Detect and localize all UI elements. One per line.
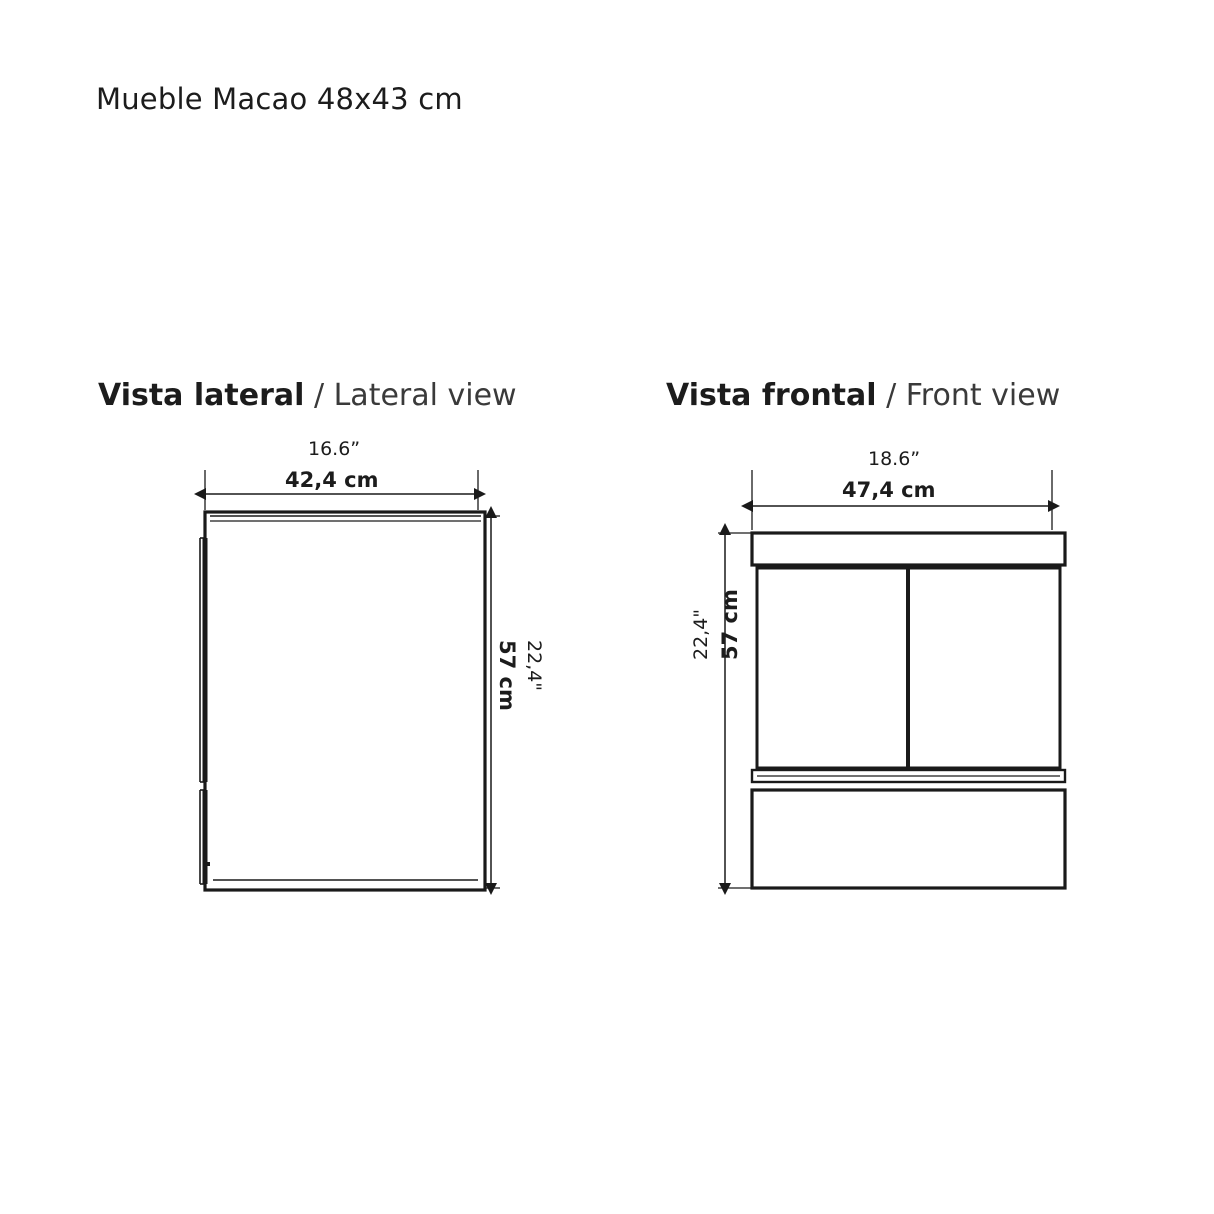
front-drawer <box>752 790 1065 888</box>
heading-lateral-en: Lateral view <box>333 378 517 413</box>
heading-lateral-separator: / <box>304 378 334 413</box>
front-width-inch-label: 18.6” <box>868 448 921 470</box>
heading-front-en: Front view <box>905 378 1061 413</box>
heading-front-es: Vista frontal <box>666 378 877 413</box>
front-height-cm-label: 57 cm <box>718 589 742 660</box>
lateral-width-inch-label: 16.6” <box>308 438 361 460</box>
lateral-height-cm-label: 57 cm <box>495 640 519 711</box>
lateral-view-drawing <box>200 470 500 890</box>
lateral-cabinet-outline <box>205 512 485 890</box>
page-title: Mueble Macao 48x43 cm <box>96 82 463 116</box>
front-height-inch-label: 22,4" <box>690 608 712 660</box>
front-countertop <box>752 533 1065 565</box>
heading-front-separator: / <box>876 378 906 413</box>
lateral-height-inch-label: 22,4" <box>523 640 545 692</box>
heading-lateral-es: Vista lateral <box>98 378 305 413</box>
lateral-hardware-mark <box>206 862 210 866</box>
front-view-drawing <box>718 470 1065 888</box>
lateral-width-cm-label: 42,4 cm <box>285 468 379 492</box>
front-width-cm-label: 47,4 cm <box>842 478 936 502</box>
